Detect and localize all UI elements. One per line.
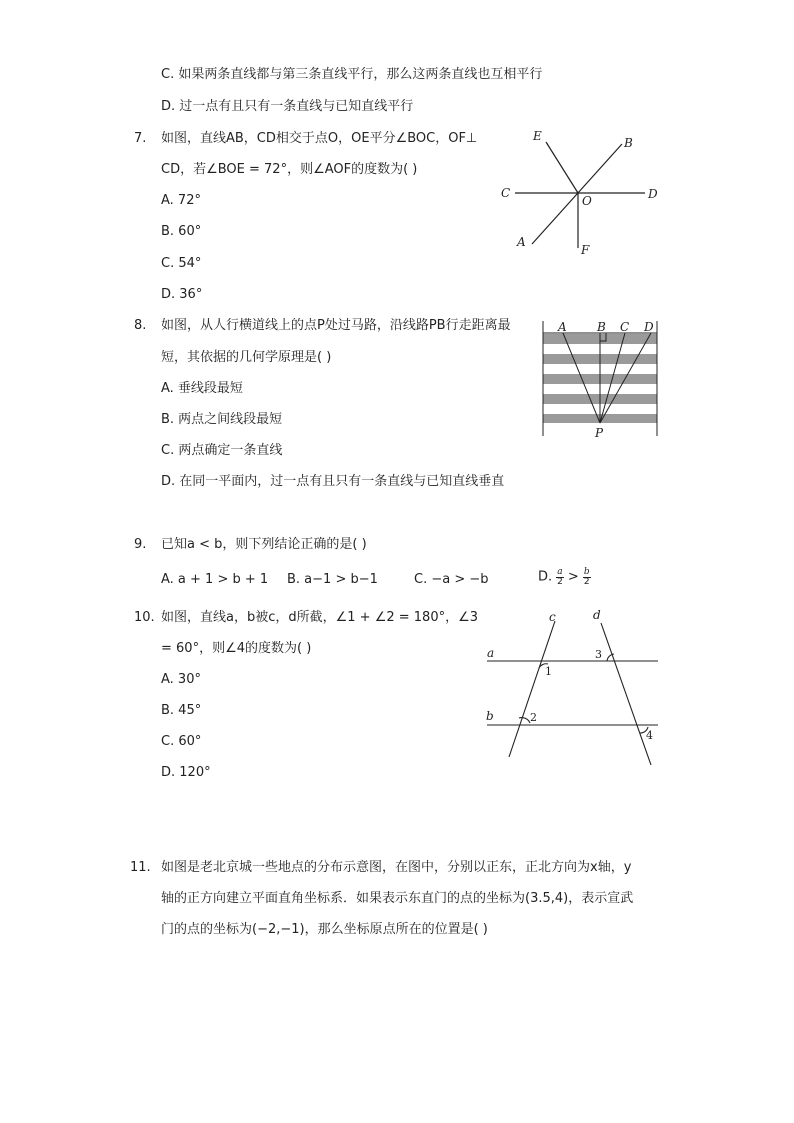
q10-label-a: a <box>487 646 495 660</box>
q10-label-angle3: 3 <box>595 648 602 661</box>
q9-option-d-prefix: D. <box>538 569 553 585</box>
q8-option-a: A. 垂线段最短 <box>161 381 243 396</box>
q7-option-d: D. 36° <box>161 287 203 302</box>
q7-label-c: C <box>501 186 511 200</box>
q9-stem: 已知a < b，则下列结论正确的是( ) <box>161 537 367 552</box>
q9-option-b: B. a−1 > b−1 <box>287 572 378 587</box>
q7-label-o: O <box>582 194 592 208</box>
q10-option-b: B. 45° <box>161 703 202 718</box>
q10-label-d: d <box>593 608 601 622</box>
q7-number: 7. <box>134 131 147 146</box>
q9-option-d-relation: > <box>567 569 579 585</box>
q11-stem-line2: 轴的正方向建立平面直角坐标系．如果表示东直门的点的坐标为(3.5,4)，表示宣武 <box>161 891 634 906</box>
q7-label-b: B <box>624 136 633 150</box>
q8-option-d: D. 在同一平面内，过一点有且只有一条直线与已知直线垂直 <box>161 474 505 489</box>
q11-stem-line3: 门的点的坐标为(−2,−1)，那么坐标原点所在的位置是( ) <box>161 922 488 937</box>
q10-label-b: b <box>486 709 494 723</box>
q10-label-angle1: 1 <box>545 665 552 678</box>
q10-number: 10. <box>134 610 155 625</box>
q9-option-d-fraction-b: $\frac{b}{2}$ <box>583 567 590 587</box>
q8-label-c: C <box>620 320 630 334</box>
q8-label-d: D <box>644 320 654 334</box>
q10-option-c: C. 60° <box>161 734 202 749</box>
q8-label-a: A <box>558 320 567 334</box>
q10-option-a: A. 30° <box>161 672 201 687</box>
q10-stem-line2: = 60°，则∠4的度数为( ) <box>161 641 312 656</box>
q8-label-p: P <box>595 426 604 440</box>
q7-option-b: B. 60° <box>161 224 202 239</box>
q7-label-a: A <box>517 235 526 249</box>
q11-stem-line1: 如图是老北京城一些地点的分布示意图，在图中，分别以正东，正北方向为x轴，y <box>161 860 632 875</box>
q10-label-angle2: 2 <box>530 711 537 724</box>
q7-option-c: C. 54° <box>161 256 202 271</box>
q8-option-b: B. 两点之间线段最短 <box>161 412 283 427</box>
q9-option-c: C. −a > −b <box>414 572 489 587</box>
q8-number: 8. <box>134 318 147 333</box>
prev-option-d: D. 过一点有且只有一条直线与已知直线平行 <box>161 99 414 114</box>
q7-label-e: E <box>533 129 542 143</box>
q11-number: 11. <box>130 860 151 875</box>
q7-stem-line2: CD，若∠BOE = 72°，则∠AOF的度数为( ) <box>161 162 418 177</box>
q10-label-angle4: 4 <box>646 729 653 742</box>
q9-number: 9. <box>134 537 147 552</box>
q10-label-c: c <box>549 610 556 624</box>
q7-label-f: F <box>581 243 590 257</box>
prev-option-c: C. 如果两条直线都与第三条直线平行，那么这两条直线也互相平行 <box>161 67 543 82</box>
q8-option-c: C. 两点确定一条直线 <box>161 443 283 458</box>
q9-option-d-fraction-a: $\frac{a}{2}$ <box>557 567 563 587</box>
q8-stem-line1: 如图，从人行横道线上的点P处过马路，沿线路PB行走距离最 <box>161 318 511 333</box>
q10-option-d: D. 120° <box>161 765 211 780</box>
q8-stem-line2: 短，其依据的几何学原理是( ) <box>161 350 332 365</box>
q7-label-d: D <box>648 187 658 201</box>
q7-stem-line1: 如图，直线AB，CD相交于点O，OE平分∠BOC，OF⊥ <box>161 131 478 146</box>
q9-option-a: A. a + 1 > b + 1 <box>161 572 269 587</box>
q8-label-b: B <box>597 320 606 334</box>
q10-stem-line1: 如图，直线a，b被c，d所截，∠1 + ∠2 = 180°，∠3 <box>161 610 479 625</box>
q7-option-a: A. 72° <box>161 193 201 208</box>
